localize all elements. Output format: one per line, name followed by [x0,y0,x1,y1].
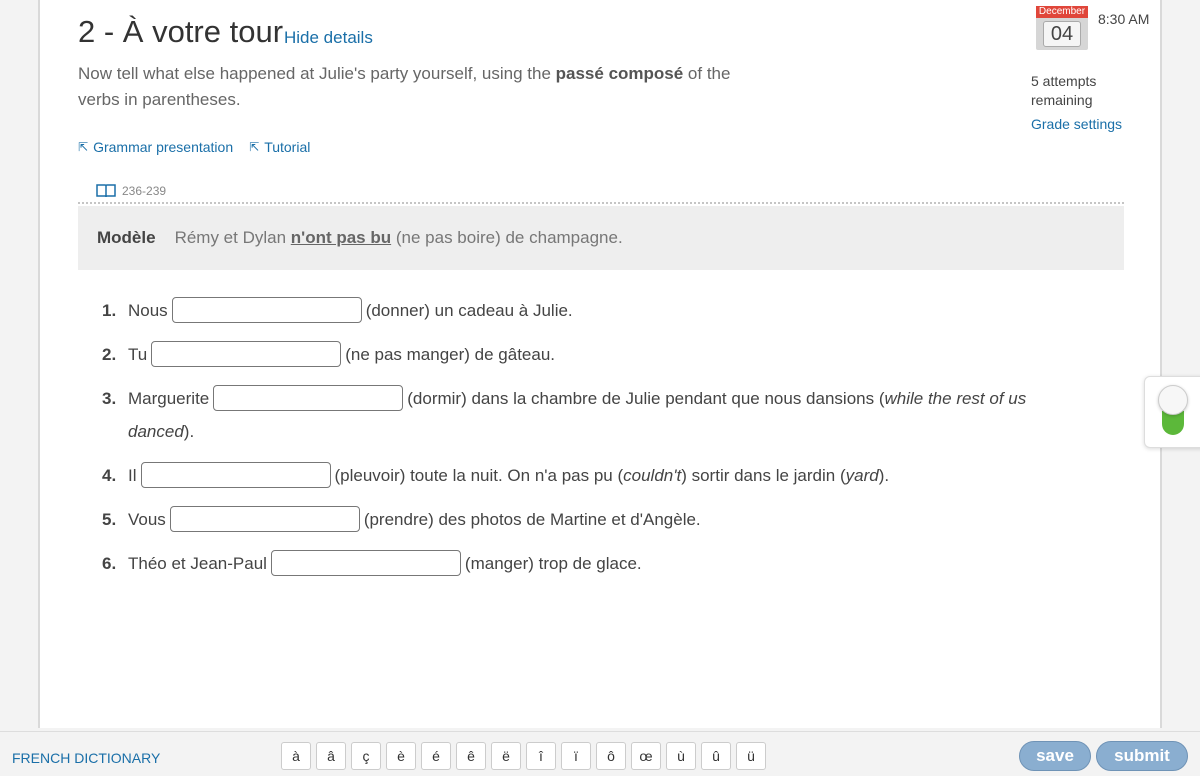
accent-key[interactable]: ç [351,742,381,770]
tutorial-link[interactable] [249,139,310,155]
item-rest-middle: ) sortir dans le jardin ( [681,466,846,485]
model-answer: n'ont pas bu [290,228,392,247]
accent-key[interactable]: œ [631,742,661,770]
save-button[interactable]: save [1019,741,1091,771]
accent-key[interactable]: é [421,742,451,770]
item-subject: Il [128,466,137,485]
item-number: 2. [102,345,117,364]
book-icon [96,184,116,198]
list-item [102,459,1052,492]
item-rest: (donner) un cadeau à Julie. [365,301,573,320]
accent-key[interactable]: ê [456,742,486,770]
page-title: 2 - À votre tour [78,14,284,49]
item-subject: Vous [128,510,166,529]
model-sentence-end: (ne pas boire) de champagne. [391,228,623,247]
accent-key[interactable]: â [316,742,346,770]
item-rest: (manger) trop de glace. [464,554,642,573]
item-subject: Marguerite [128,389,210,408]
instructions [78,61,768,113]
item-translation: couldn't [623,466,682,485]
exercise-list [102,294,1052,591]
divider [78,202,1124,204]
item-rest-end: ). [878,466,890,485]
accent-key[interactable]: ë [491,742,521,770]
accent-key[interactable]: î [526,742,556,770]
model-sentence [175,228,623,248]
accent-key[interactable]: ù [666,742,696,770]
due-date-calendar [1036,6,1088,50]
item-sentence [128,382,1052,448]
grammar-presentation-label: Grammar presentation [93,139,234,155]
model-example [78,206,1124,270]
item-translation: yard [845,466,879,485]
external-arrow-icon: ⇱ [249,140,260,154]
item-number: 4. [102,466,117,485]
french-dictionary-link[interactable]: FRENCH DICTIONARY [12,750,161,766]
item-rest-end: ). [183,422,195,441]
item-rest: (ne pas manger) de gâteau. [345,345,556,364]
calendar-month: December [1036,6,1088,18]
due-time: 8:30 AM [1098,11,1150,27]
external-arrow-icon: ⇱ [78,140,89,154]
model-label: Modèle [97,228,156,247]
side-toggle-widget[interactable] [1144,376,1200,448]
item-rest: (prendre) des photos de Martine et d'Angèle. [363,510,701,529]
list-item [102,547,1052,580]
attempts-remaining: 5 attempts remaining [1031,73,1097,108]
calendar-day: 04 [1043,21,1081,47]
list-item [102,338,1052,371]
accent-key[interactable]: û [701,742,731,770]
item-subject: Tu [128,345,148,364]
accent-keyboard [281,742,766,770]
resource-links [78,139,310,155]
accent-key[interactable]: è [386,742,416,770]
grade-settings-link[interactable]: Grade settings [1031,116,1123,132]
item-translation: while the rest of us danced [128,389,1027,441]
answer-input-5[interactable] [170,506,360,532]
toggle-knob[interactable] [1158,385,1188,415]
tutorial-label: Tutorial [264,139,311,155]
item-sentence [128,338,1052,371]
list-item [102,503,1052,536]
instructions-text: Now tell what else happened at Julie's party yourself, using the [78,64,556,83]
model-sentence-start: Rémy et Dylan [174,228,291,247]
item-sentence [128,503,1052,536]
item-sentence [128,294,1052,327]
item-number: 6. [102,554,117,573]
item-rest: (pleuvoir) toute la nuit. On n'a pas pu ( [334,466,624,485]
item-sentence [128,547,1052,580]
list-item [102,382,1052,448]
hide-details-link[interactable]: Hide details [284,28,373,47]
accent-key[interactable]: ô [596,742,626,770]
instructions-text-end: of the verbs in parentheses. [78,64,731,109]
accent-key[interactable]: ü [736,742,766,770]
item-sentence [128,459,1052,492]
submit-button[interactable]: submit [1096,741,1188,771]
list-item [102,294,1052,327]
grammar-presentation-link[interactable] [78,139,233,155]
item-subject: Théo et Jean-Paul [128,554,267,573]
item-number: 5. [102,510,117,529]
item-number: 3. [102,389,117,408]
answer-input-6[interactable] [271,550,461,576]
answer-input-3[interactable] [213,385,403,411]
item-rest: (dormir) dans la chambre de Julie pendant que nous dansions ( [407,389,885,408]
answer-input-1[interactable] [172,297,362,323]
item-subject: Nous [128,301,168,320]
textbook-reference[interactable] [96,184,166,198]
answer-input-2[interactable] [151,341,341,367]
accent-key[interactable]: à [281,742,311,770]
item-number: 1. [102,301,117,320]
instructions-emphasis: passé composé [555,64,684,83]
page-range: 236-239 [122,184,167,198]
answer-input-4[interactable] [141,462,331,488]
accent-key[interactable]: ï [561,742,591,770]
footer-toolbar [0,731,1200,776]
